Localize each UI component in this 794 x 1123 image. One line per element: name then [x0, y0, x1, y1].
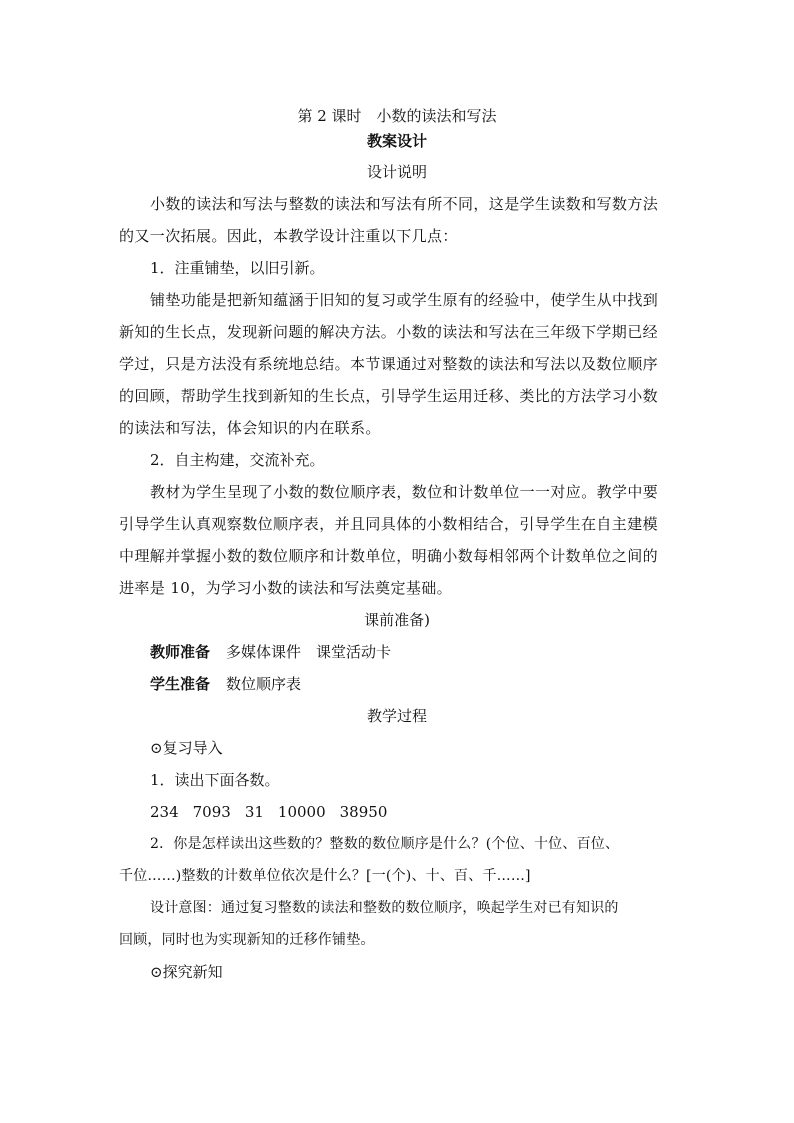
point-1-paragraph-line: 铺垫功能是把新知蕴涵于旧知的复习或学生原有的经验中，使学生从中找到	[150, 291, 659, 309]
review-section-title: ⊙复习导入	[150, 739, 223, 757]
review-question-2-line: 千位……)整数的计数单位依次是什么？[一(个)、十、百、千……]	[119, 868, 531, 884]
teacher-preparation-items: 多媒体课件 课堂活动卡	[226, 643, 392, 661]
number-item: 10000	[277, 803, 326, 821]
teacher-preparation-label: 教师准备	[150, 643, 211, 661]
point-1-paragraph-line: 的回顾，帮助学生找到新知的生长点，引导学生运用迁移、类比的方法学习小数	[119, 387, 659, 405]
point-1-paragraph-line: 的读法和写法，体会知识的内在联系。	[119, 419, 381, 437]
point-2-paragraph-line: 引导学生认真观察数位顺序表，并且同具体的小数相结合，引导学生在自主建模	[119, 515, 659, 533]
number-item: 38950	[339, 803, 388, 821]
number-item: 234	[150, 803, 179, 821]
number-list	[150, 802, 401, 822]
point-2-paragraph-line: 教材为学生呈现了小数的数位顺序表，数位和计数单位一一对应。教学中要	[150, 483, 659, 501]
point-2-title: 2．自主构建，交流补充。	[150, 451, 325, 469]
student-preparation-label: 学生准备	[150, 675, 211, 693]
student-preparation-items: 数位顺序表	[226, 675, 302, 693]
explore-section-title: ⊙探究新知	[150, 963, 223, 981]
student-preparation	[150, 674, 301, 694]
heading-teaching-process: 教学过程	[366, 707, 427, 725]
number-item: 7093	[192, 803, 231, 821]
point-1-title: 1．注重铺垫，以旧引新。	[150, 259, 325, 277]
review-question-1: 1．读出下面各数。	[150, 771, 280, 789]
heading-lesson-plan: 教案设计	[366, 132, 427, 150]
point-2-paragraph-line: 中理解并掌握小数的数位顺序和计数单位，明确小数每相邻两个计数单位之间的	[119, 547, 659, 565]
lesson-title: 第 2 课时 小数的读法和写法	[297, 107, 497, 125]
review-question-2-line: 2．你是怎样读出这些数的？整数的数位顺序是什么？(个位、十位、百位、	[150, 836, 620, 852]
point-2-paragraph-line: 进率是 10，为学习小数的读法和写法奠定基础。	[119, 579, 453, 597]
heading-design-notes: 设计说明	[366, 163, 427, 181]
point-1-paragraph-line: 新知的生长点，发现新问题的解决方法。小数的读法和写法在三年级下学期已经	[119, 323, 659, 341]
design-intent-line: 回顾，同时也为实现新知的迁移作铺垫。	[119, 932, 375, 948]
teacher-preparation	[150, 642, 391, 662]
point-1-paragraph-line: 学过，只是方法没有系统地总结。本节课通过对整数的读法和写法以及数位顺序	[119, 355, 659, 373]
number-item: 31	[244, 803, 264, 821]
intro-paragraph-line: 小数的读法和写法与整数的读法和写法有所不同，这是学生读数和写数方法	[150, 195, 659, 213]
intro-paragraph-line: 的又一次拓展。因此，本教学设计注重以下几点：	[119, 227, 458, 245]
heading-preparation: 课前准备)	[364, 611, 430, 629]
design-intent-line: 设计意图：通过复习整数的读法和整数的数位顺序，唤起学生对已有知识的	[150, 900, 619, 916]
